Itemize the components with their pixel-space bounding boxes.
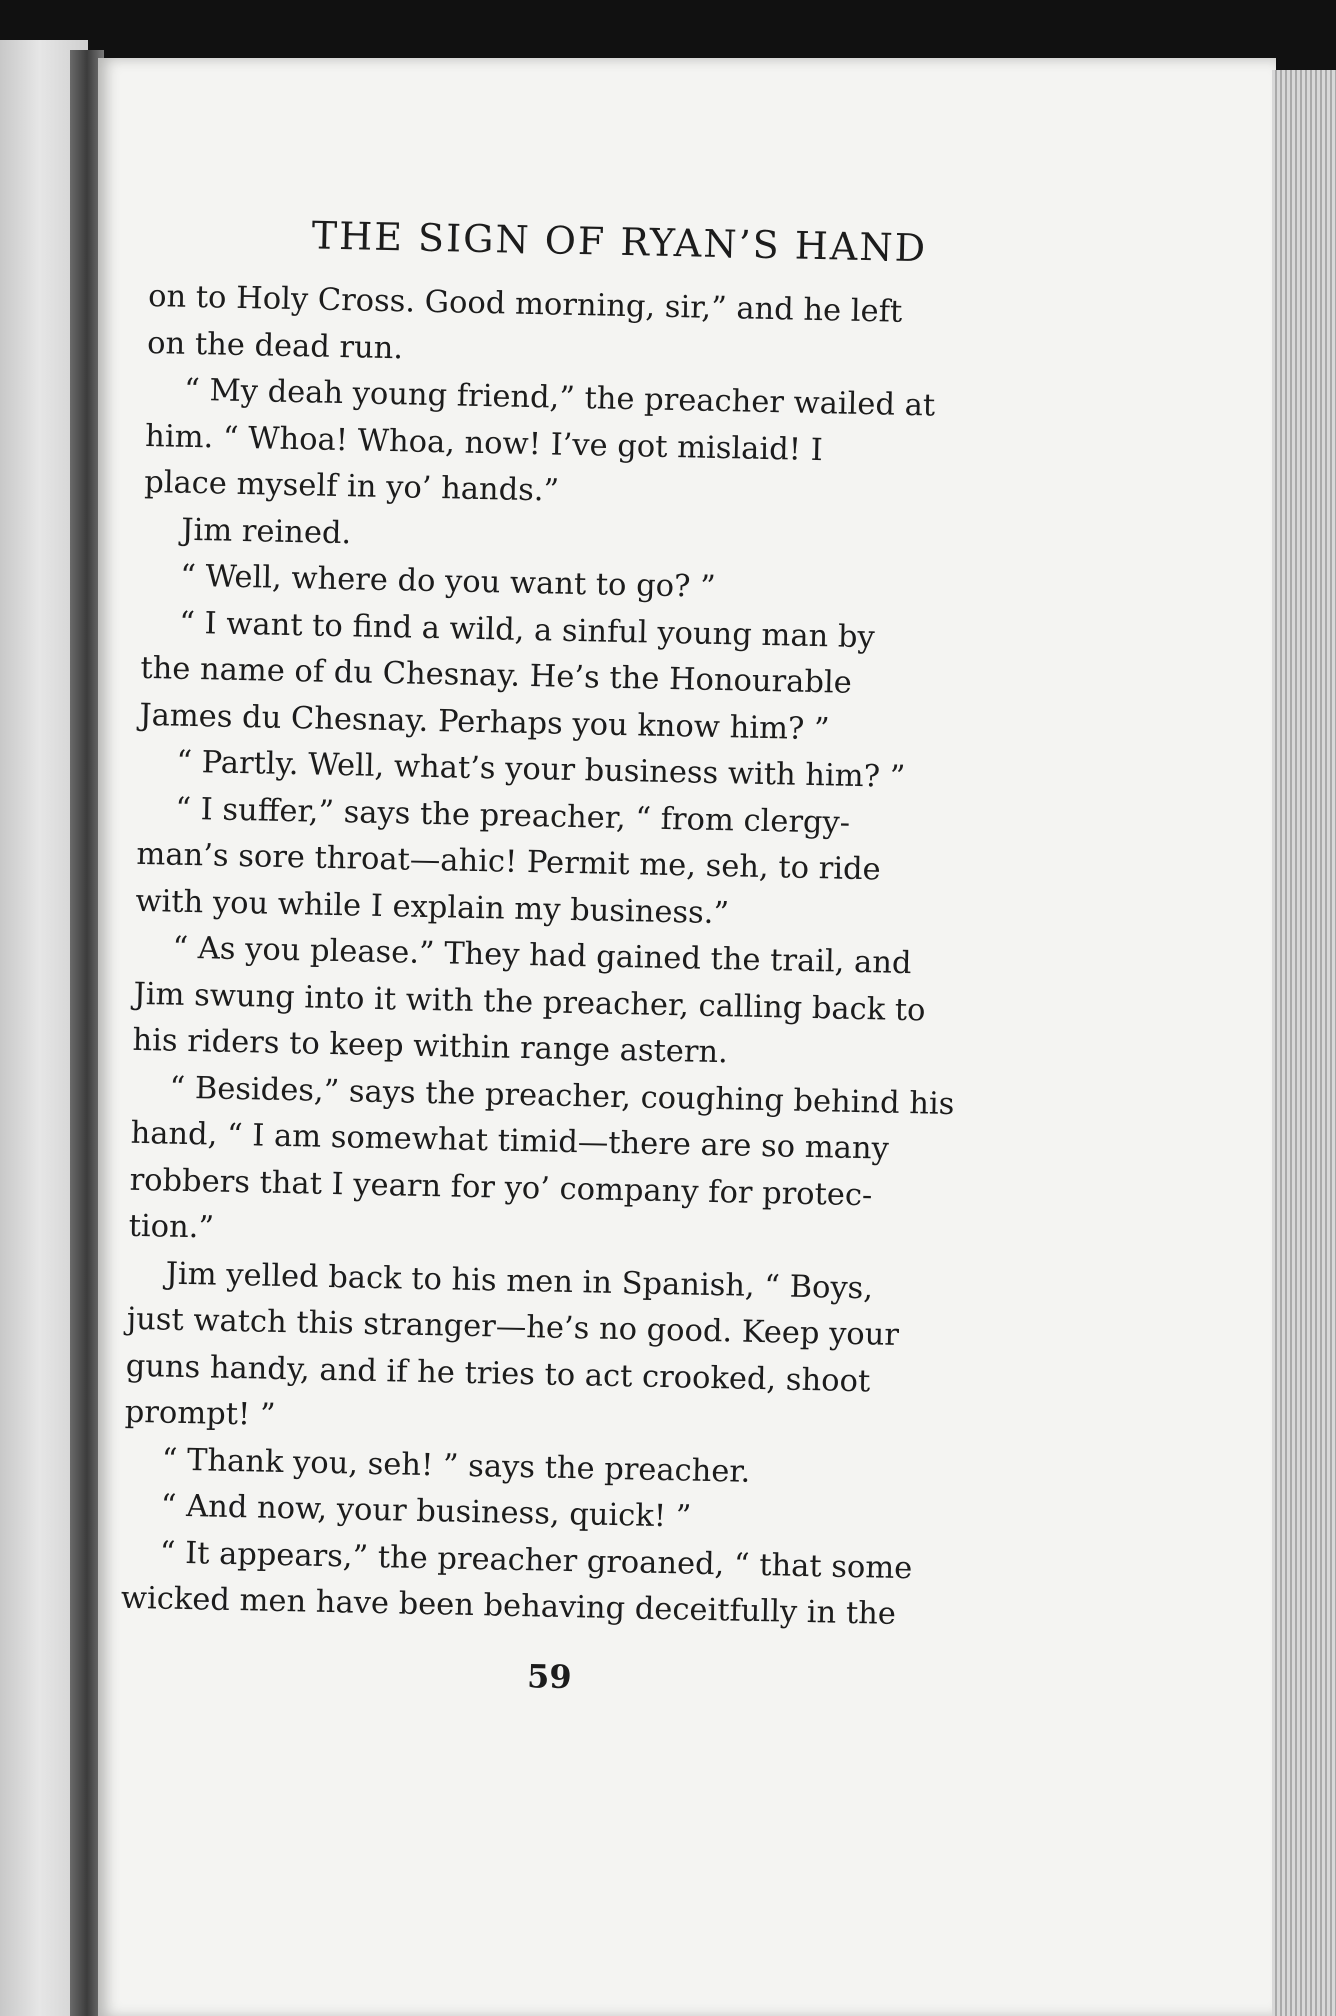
text-line: prompt! ” [124,1394,276,1433]
text-line: wicked men have been behaving deceitfully in the [120,1580,897,1632]
text-line: “ My deah young friend,” the preacher wailed at [183,372,936,424]
text-line: “ Thank you, seh! ” says the preacher. [161,1442,751,1490]
text-line: “ Partly. Well, what’s your business with him? ” [176,744,906,795]
text-line: Jim swung into it with the preacher, calling back to [133,976,926,1028]
text-line: Jim reined. [180,512,352,551]
text-line: place myself in yo’ hands.” [143,464,560,509]
page-text-block [119,210,1050,1705]
text-line: “ And now, your business, quick! ” [160,1488,692,1535]
text-line: “ I want to find a wild, a sinful young man by [178,605,876,655]
running-head: THE SIGN OF RYAN’S HAND [311,213,928,271]
text-line: James du Chesnay. Perhaps you know him? ” [139,697,830,747]
text-line: “ It appears,” the preacher groaned, “ that some [159,1535,913,1586]
text-line: just watch this stranger—he’s no good. Keep your [126,1301,900,1353]
text-line: “ Well, where do you want to go? ” [179,558,717,605]
page-number: 59 [526,1656,573,1696]
text-line: with you while I explain my business.” [135,883,730,931]
text-line: the name of du Chesnay. He’s the Honourable [140,650,853,701]
text-line: hand, “ I am somewhat timid—there are so many [130,1115,890,1167]
text-line: guns handy, and if he tries to act crooked, shoot [125,1348,871,1399]
text-line: on the dead run. [146,325,404,366]
text-line: Jim yelled back to his men in Spanish, “ Boys, [165,1256,874,1306]
text-line: tion.” [128,1208,215,1246]
text-line: him. “ Whoa! Whoa, now! I’ve got mislaid! I [144,418,824,468]
text-line: robbers that I yearn for yo’ company for protec- [129,1162,873,1213]
text-line: his riders to keep within range astern. [132,1022,729,1071]
page-stack-edge [1272,70,1336,2016]
text-line: “ Besides,” says the preacher, coughing behind his [169,1070,955,1122]
text-line: man’s sore throat—ahic! Permit me, seh, to ride [136,836,881,888]
text-line: on to Holy Cross. Good morning, sir,” and he left [147,278,903,330]
text-line: “ As you please.” They had gained the trail, and [172,930,912,982]
text-line: “ I suffer,” says the preacher, “ from clergy- [175,791,851,841]
body-text [120,274,1048,1641]
